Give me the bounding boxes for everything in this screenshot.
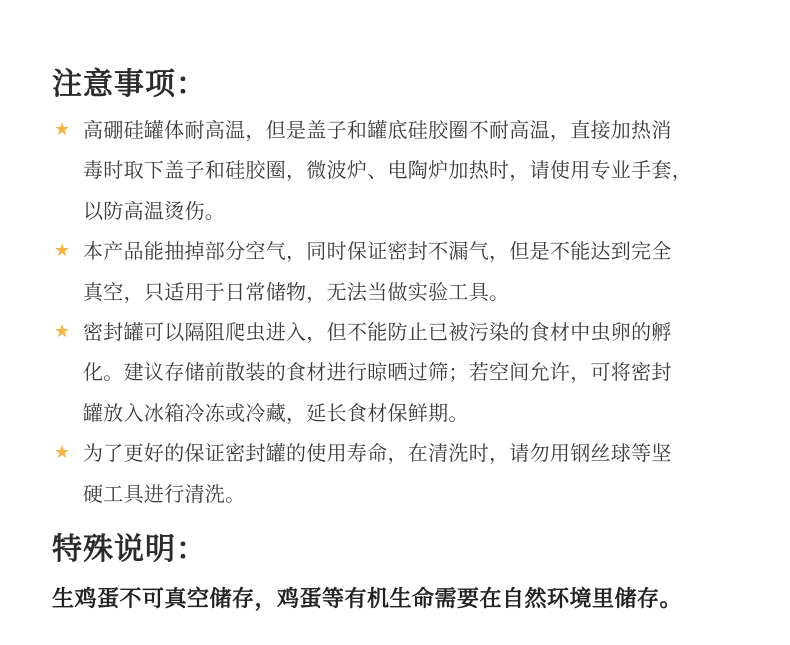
- list-item-text-line: 真空，只适用于日常储物，无法当做实验工具。: [83, 279, 510, 304]
- notes-list: [52, 110, 772, 514]
- star-icon: ★: [54, 442, 71, 464]
- list-item-text-line: 密封罐可以隔阻爬虫进入，但不能防止已被污染的食材中虫卵的孵: [83, 319, 672, 344]
- special-heading: 特殊说明：: [52, 532, 207, 567]
- star-icon: ★: [54, 240, 71, 262]
- list-item: [52, 231, 772, 312]
- list-item-text-line: 化。建议存储前散装的食材进行晾晒过筛；若空间允许，可将密封: [83, 360, 672, 385]
- list-item-text-line: 为了更好的保证密封罐的使用寿命，在清洗时，请勿用钢丝球等坚: [83, 441, 672, 466]
- list-item-text-line: 高硼硅罐体耐高温，但是盖子和罐底硅胶圈不耐高温，直接加热消: [83, 118, 672, 142]
- list-item: [52, 110, 772, 231]
- list-item: [52, 433, 772, 514]
- list-item-text-line: 毒时取下盖子和硅胶圈，微波炉、电陶炉加热时，请使用专业手套，: [83, 158, 692, 183]
- special-note: 生鸡蛋不可真空储存，鸡蛋等有机生命需要在自然环境里储存。: [52, 587, 683, 612]
- notes-heading: 注意事项：: [52, 67, 207, 102]
- list-item-text-line: 本产品能抽掉部分空气，同时保证密封不漏气，但是不能达到完全: [83, 239, 672, 264]
- list-item-text-line: 硬工具进行清洗。: [83, 481, 246, 506]
- list-item: [52, 312, 772, 433]
- list-item-text-line: 以防高温烫伤。: [83, 198, 226, 223]
- star-icon: ★: [54, 320, 71, 342]
- list-item-text-line: 罐放入冰箱冷冻或冷藏，延长食材保鲜期。: [83, 400, 469, 425]
- star-icon: ★: [54, 119, 71, 140]
